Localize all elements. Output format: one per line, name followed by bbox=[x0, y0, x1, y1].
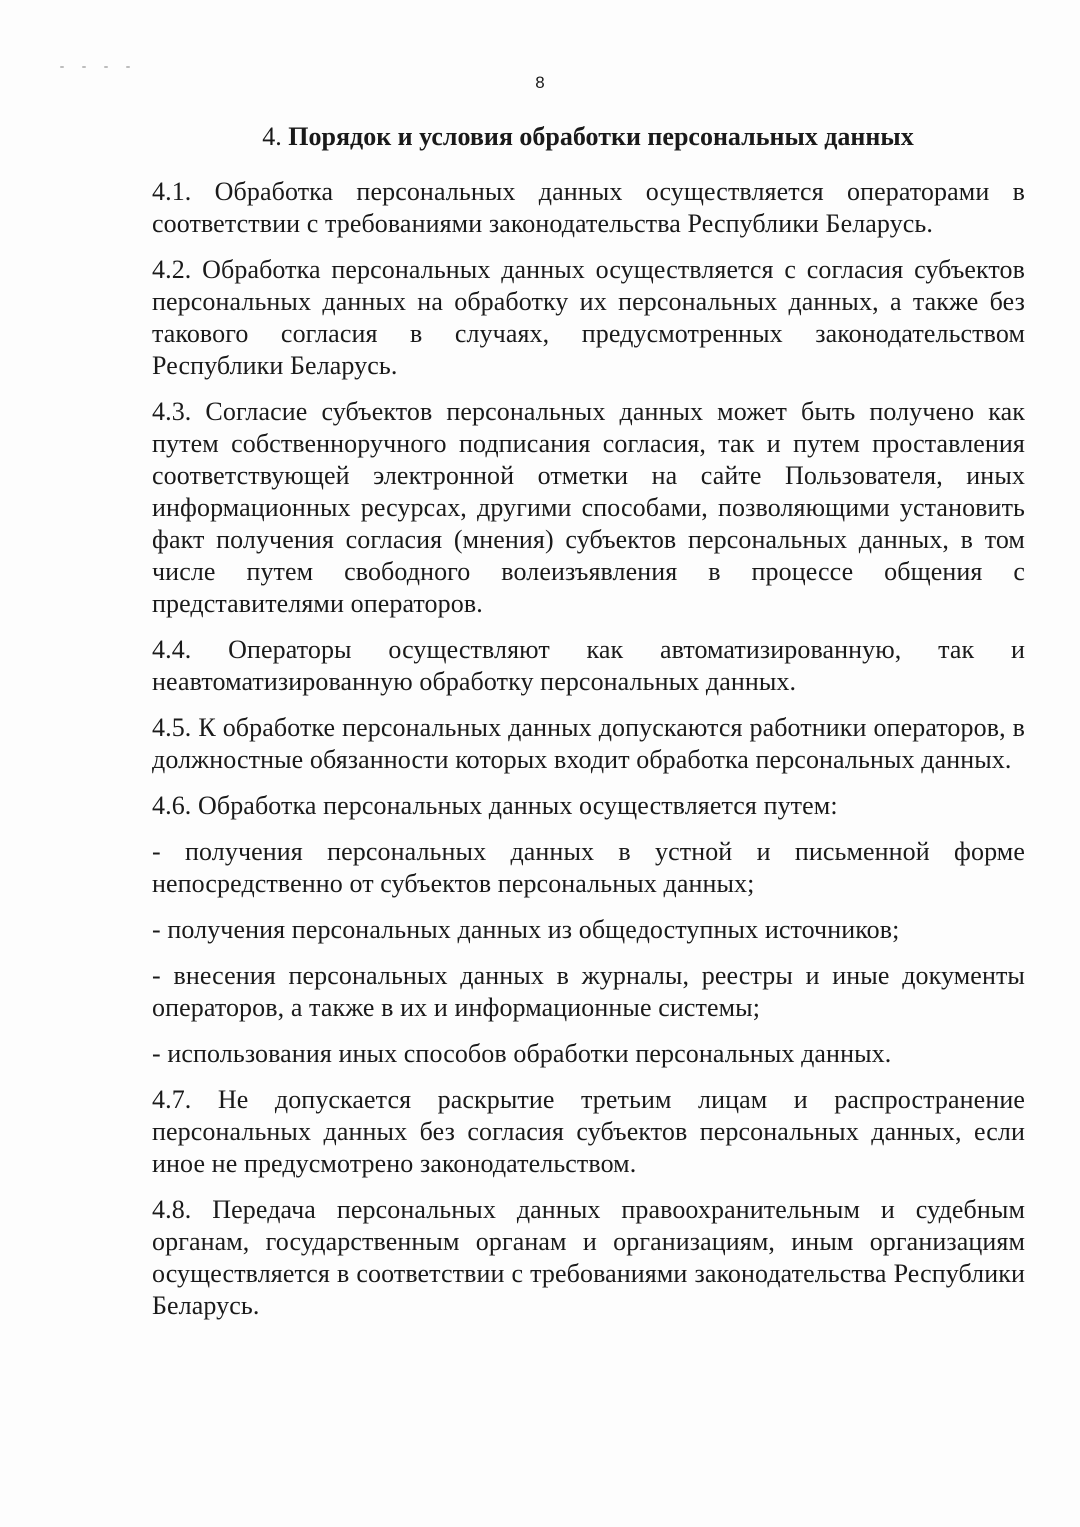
list-item: - получения персональных данных из общедоступных источников; bbox=[152, 915, 900, 944]
list-item: - внесения персональных данных в журналы, реестры и иные документы операторов, а также в их и информационные системы; bbox=[152, 961, 1025, 1022]
paragraph-4-7: 4.7. Не допускается раскрытие третьим лицам и распространение персональных данных без согласия субъектов персональных данных, если иное не предусмотрено законодательством. bbox=[152, 1085, 1025, 1178]
paragraph-4-8: 4.8. Передача персональных данных правоохранительным и судебным органам, государственным органам и организациям, иным организациям осуществляется в соответствии с требованиями законодательства Республики Беларусь. bbox=[152, 1195, 1025, 1320]
section-title: Порядок и условия обработки персональных данных bbox=[288, 122, 914, 151]
paragraph-4-2: 4.2. Обработка персональных данных осуществляется с согласия субъектов персональных данных на обработку их персональных данных, а также без такового согласия в случаях, предусмотренных законодательством Республики Беларусь. bbox=[152, 255, 1025, 380]
paragraph-4-6: 4.6. Обработка персональных данных осуществляется путем: bbox=[152, 791, 838, 820]
section-body bbox=[152, 176, 1025, 1336]
list-item: - получения персональных данных в устной и письменной форме непосредственно от субъектов персональных данных; bbox=[152, 837, 1025, 898]
page-number: 8 bbox=[535, 73, 545, 92]
paragraph-4-3: 4.3. Согласие субъектов персональных данных может быть получено как путем собственноручного подписания согласия, так и путем проставления соответствующей электронной отметки на сайте Пользователя, иных информационных ресурсах, другими способами, позволяющими установить факт получения согласия (мнения) субъектов персональных данных, в том числе путем свободного волеизъявления в процессе общения с представителями операторов. bbox=[152, 397, 1025, 618]
paragraph-4-1: 4.1. Обработка персональных данных осуществляется операторами в соответствии с требованиями законодательства Республики Беларусь. bbox=[152, 177, 1025, 238]
list-item: - использования иных способов обработки персональных данных. bbox=[152, 1039, 892, 1068]
paragraph-4-4: 4.4. Операторы осуществляют как автоматизированную, так и неавтоматизированную обработку персональных данных. bbox=[152, 635, 1025, 696]
section-heading bbox=[150, 120, 1026, 154]
paragraph-4-5: 4.5. К обработке персональных данных допускаются работники операторов, в должностные обязанности которых входит обработка персональных данных. bbox=[152, 713, 1025, 774]
section-number: 4. bbox=[262, 122, 282, 151]
